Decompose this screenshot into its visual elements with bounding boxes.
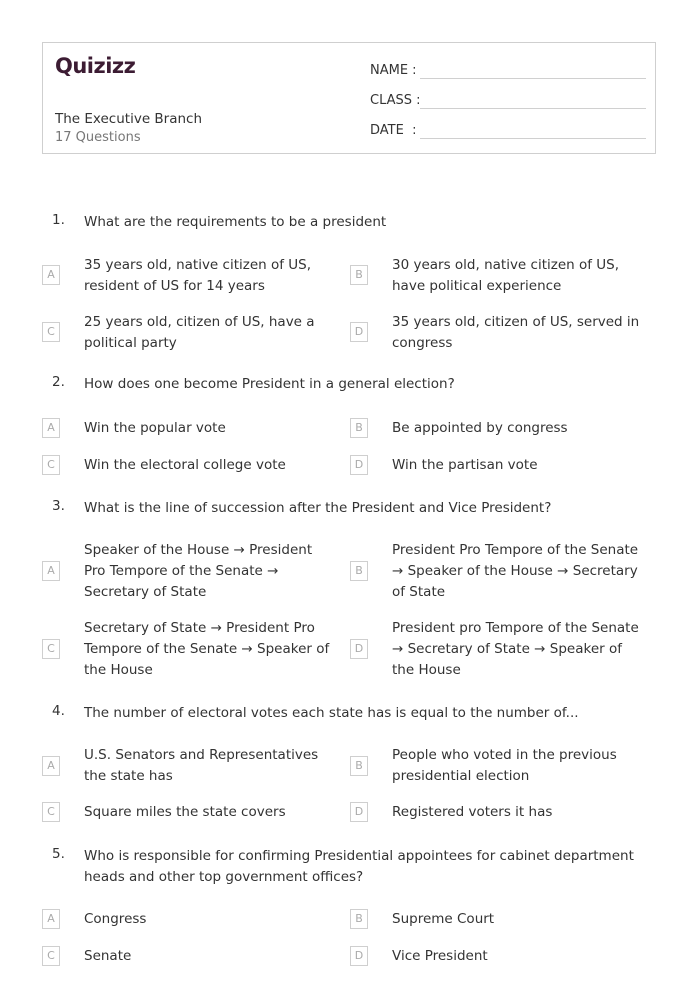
date-line[interactable] — [420, 138, 646, 139]
option-letter: A — [42, 418, 60, 438]
question-text: Who is responsible for confirming Presidential appointees for cabinet department heads and other top government offices? — [84, 848, 634, 885]
option-letter: A — [42, 909, 60, 929]
option-letter: A — [42, 756, 60, 776]
option-letter: D — [350, 946, 368, 966]
option-text: 35 years old, native citizen of US, resident of US for 14 years — [84, 257, 312, 294]
option-text: Registered voters it has — [392, 804, 553, 820]
option-letter: D — [350, 322, 368, 342]
option-letter: C — [42, 455, 60, 475]
question-text: What are the requirements to be a president — [84, 214, 387, 230]
option-letter: B — [350, 756, 368, 776]
question-text: What is the line of succession after the President and Vice President? — [84, 500, 552, 516]
option-letter: C — [42, 802, 60, 822]
option-letter: C — [42, 946, 60, 966]
option-text: Win the partisan vote — [392, 457, 538, 473]
option-text: 30 years old, native citizen of US, have political experience — [392, 257, 620, 294]
option-letter: D — [350, 802, 368, 822]
question-text: How does one become President in a general election? — [84, 376, 455, 392]
option-text: Win the popular vote — [84, 420, 226, 436]
question-number: 4. — [52, 703, 65, 719]
question-number: 1. — [52, 212, 65, 228]
worksheet-title: The Executive Branch — [55, 111, 203, 127]
option-text: President pro Tempore of the Senate → Secretary of State → Speaker of the House — [392, 620, 639, 678]
question-number: 3. — [52, 498, 65, 514]
option-text: President Pro Tempore of the Senate → Speaker of the House → Secretary of State — [392, 542, 639, 600]
option-letter: D — [350, 455, 368, 475]
option-letter: B — [350, 561, 368, 581]
option-letter: A — [42, 561, 60, 581]
option-letter: A — [42, 265, 60, 285]
option-letter: C — [42, 639, 60, 659]
worksheet-header — [42, 42, 656, 154]
option-text: U.S. Senators and Representatives the state has — [84, 747, 319, 784]
class-label: CLASS : — [370, 93, 421, 108]
option-text: Senate — [84, 948, 132, 964]
name-field[interactable] — [370, 58, 646, 80]
quizizz-logo: Quizizz — [55, 54, 136, 78]
class-line[interactable] — [420, 108, 646, 109]
option-letter: C — [42, 322, 60, 342]
date-label: DATE : — [370, 123, 417, 138]
name-line[interactable] — [420, 78, 646, 79]
option-text: Congress — [84, 911, 147, 927]
question-text: The number of electoral votes each state has is equal to the number of... — [84, 705, 579, 721]
option-letter: D — [350, 639, 368, 659]
date-field[interactable] — [370, 118, 646, 140]
option-text: Supreme Court — [392, 911, 495, 927]
option-letter: B — [350, 418, 368, 438]
question-number: 5. — [52, 846, 65, 862]
name-label: NAME : — [370, 63, 417, 78]
option-text: Be appointed by congress — [392, 420, 568, 436]
class-field[interactable] — [370, 88, 646, 110]
option-text: Vice President — [392, 948, 488, 964]
option-text: Secretary of State → President Pro Tempore of the Senate → Speaker of the House — [84, 620, 330, 678]
option-text: Square miles the state covers — [84, 804, 286, 820]
option-text: Speaker of the House → President Pro Tempore of the Senate → Secretary of State — [84, 542, 313, 600]
option-text: People who voted in the previous presidential election — [392, 747, 617, 784]
option-text: 35 years old, citizen of US, served in congress — [392, 314, 640, 351]
option-letter: B — [350, 265, 368, 285]
option-text: 25 years old, citizen of US, have a political party — [84, 314, 315, 351]
question-count: 17 Questions — [55, 130, 141, 145]
option-letter: B — [350, 909, 368, 929]
question-number: 2. — [52, 374, 65, 390]
option-text: Win the electoral college vote — [84, 457, 286, 473]
